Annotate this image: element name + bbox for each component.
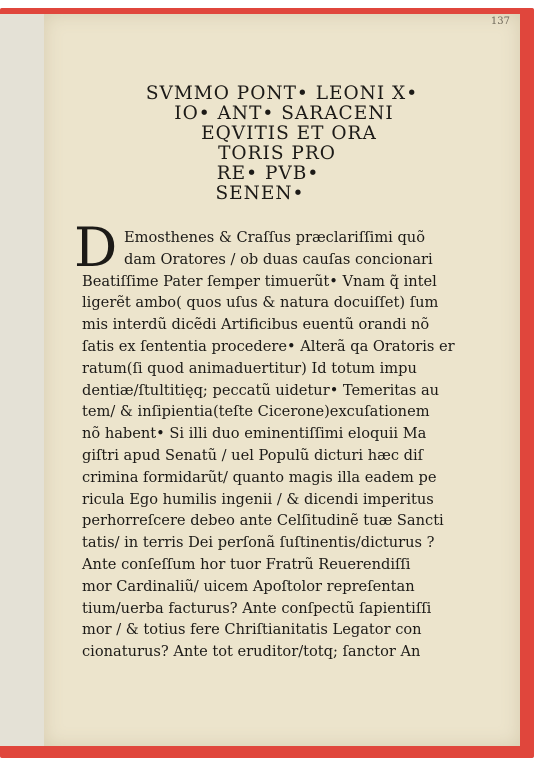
text-line: ſatis ex ſententia procedere• Alterã qa Oratoris er [82,337,455,355]
text-line: ratum(ſi quod animaduertitur) Id totum impu [82,359,417,377]
title-block [44,84,520,204]
text-line: perhorreſcere debeo ante Celſitudinẽ tuæ Sancti [82,512,444,530]
text-line: crimina formidarũt/ quanto magis illa eadem pe [82,468,437,486]
text-line: mis interdũ dicẽdi Artificibus euentũ orandi nõ [82,316,430,334]
text-line: dam Oratores / ob duas cauſas concionari [124,250,433,268]
title-line: EQVITIS ET ORA [201,123,377,144]
text-line: Emosthenes & Craſſus præclariſſimi quõ [124,229,425,246]
title-line: SENEN• [215,183,305,204]
text-line: tium/uerba facturus? Ante conſpectũ ſapientiſſi [82,599,432,617]
text-line: ricula Ego humilis ingenii / & dicendi imperitus [82,490,434,508]
inner-board [0,14,45,746]
text-line: cionaturus? Ante tot eruditor/totq; ſanctor An [82,643,421,661]
text-line: tatis/ in terris Dei perſonã ſuſtinentis/dicturus ? [82,534,435,552]
text-line: Beatiſſime Pater ſemper timuerũt• Vnam q̃ intel [82,272,437,290]
text-line: mor Cardinaliũ/ uicem Apoſtolor repreſentan [82,577,415,595]
page-number: 137 [490,16,510,27]
body-text [82,227,512,663]
text-line: tem/ & inſipientia(teſte Cicerone)excuſationem [82,403,430,421]
document-page [44,14,520,746]
title-line: RE• PVB• [216,163,320,184]
text-line: nõ habent• Si illi duo eminentiſſimi eloquii Ma [82,425,427,443]
title-line: TORIS PRO [218,143,336,164]
text-line: dentiæ/ſtultitięq; peccatũ uidetur• Temeritas au [82,381,440,399]
text-line: ligerẽt ambo( quos uſus & natura docuiſſet) ſum [82,294,439,312]
drop-cap: D [74,216,118,279]
text-line: giſtri apud Senatũ / uel Populũ dicturi hæc diſ [82,446,424,464]
title-line: IO• ANT• SARACENI [174,103,394,124]
text-line: mor / & totius fere Chriſtianitatis Legator con [82,621,422,639]
text-line: Ante conſeſſum hor tuor Fratrũ Reuerendiſſi [82,555,411,573]
title-line: SVMMO PONT• LEONI X• [145,83,419,104]
